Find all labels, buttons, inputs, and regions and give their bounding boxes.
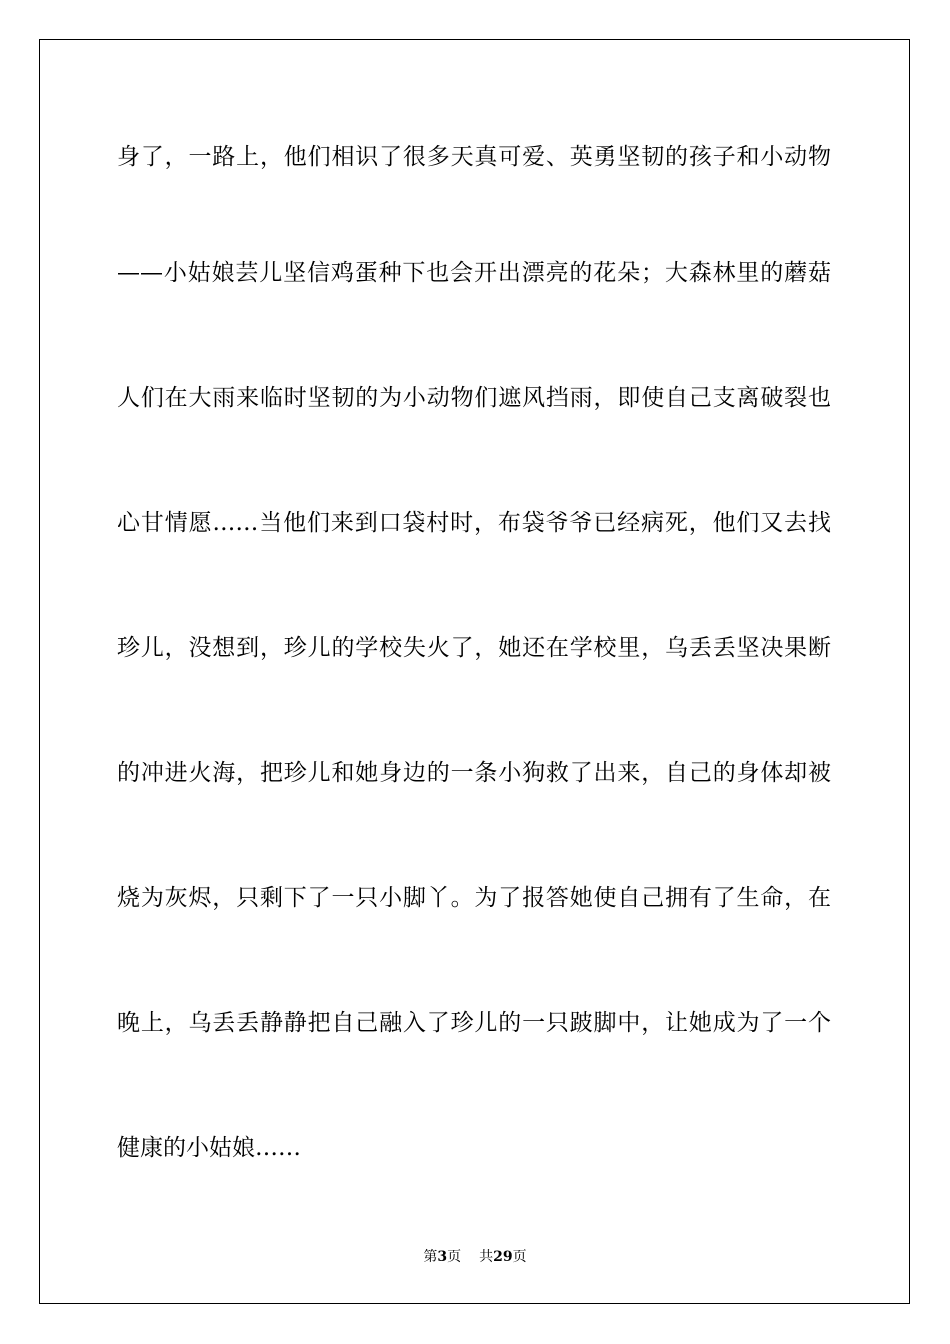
body-text-line: 晚上，乌丢丢静静把自己融入了珍儿的一只跛脚中，让她成为了一个: [117, 1010, 831, 1036]
body-text-line: 身了，一路上，他们相识了很多天真可爱、英勇坚韧的孩子和小动物: [117, 144, 831, 170]
page-footer: [0, 1247, 950, 1267]
total-pages-suffix: 页: [512, 1249, 527, 1265]
body-text-line: 健康的小姑娘……: [117, 1135, 301, 1161]
body-text-line: 珍儿，没想到，珍儿的学校失火了，她还在学校里，乌丢丢坚决果断: [117, 635, 831, 661]
total-pages-prefix: 共: [479, 1249, 494, 1265]
page-number: 3: [437, 1249, 448, 1265]
page-border: [39, 39, 910, 1304]
body-text-line: 烧为灰烬，只剩下了一只小脚丫。为了报答她使自己拥有了生命，在: [117, 885, 831, 911]
page-number-suffix: 页: [447, 1249, 462, 1265]
body-text-line: 人们在大雨来临时坚韧的为小动物们遮风挡雨，即使自己支离破裂也: [117, 385, 831, 411]
body-text-line: ——小姑娘芸儿坚信鸡蛋种下也会开出漂亮的花朵；大森林里的蘑菇: [117, 260, 831, 286]
page-number-prefix: 第: [423, 1249, 438, 1265]
body-text-line: 心甘情愿……当他们来到口袋村时，布袋爷爷已经病死，他们又去找: [117, 510, 831, 536]
total-pages: 29: [493, 1249, 513, 1265]
body-text-line: 的冲进火海，把珍儿和她身边的一条小狗救了出来，自己的身体却被: [117, 760, 831, 786]
